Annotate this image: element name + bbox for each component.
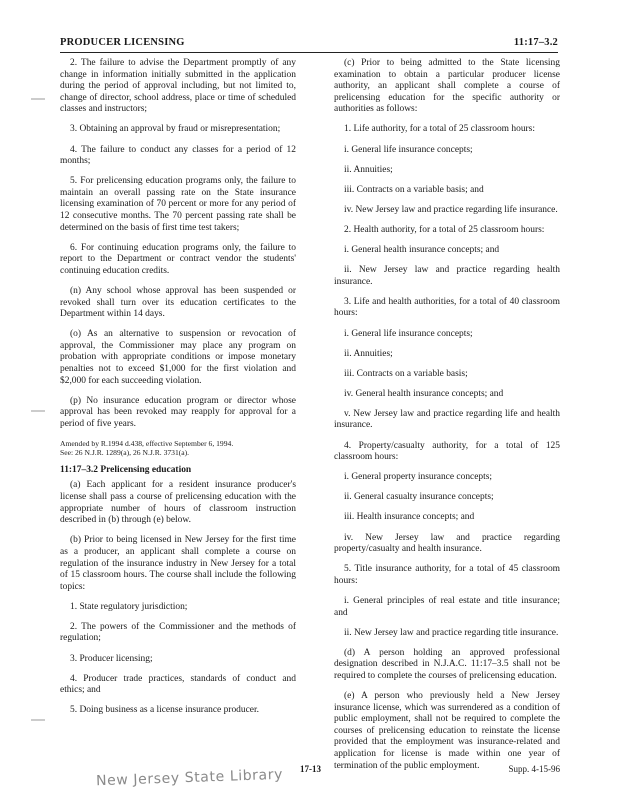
header-title: PRODUCER LICENSING	[60, 37, 185, 48]
header-section-number: 11:17–3.2	[513, 37, 558, 48]
list-item: 1. State regulatory jurisdiction;	[70, 601, 188, 612]
paragraph: (n) Any school whose approval has been suspended or revoked shall turn over its education certificates to the Department within 14 days.	[60, 286, 296, 320]
paragraph: (p) No insurance education program or director whose approval has been revoked may reapply for approval for a period of five years.	[60, 395, 296, 429]
right-column	[334, 58, 560, 781]
sub-item: iv. New Jersey law and practice regarding property/casualty and health insurance.	[334, 532, 560, 555]
list-item: 5. Title insurance authority, for a total of 45 classroom hours:	[334, 564, 560, 586]
sub-item: i. General principles of real estate and title insurance; and	[334, 595, 560, 618]
sub-item: ii. Annuities;	[344, 348, 393, 359]
paragraph: 5. For prelicensing education programs only, the failure to maintain an overall passing rate on the State insurance licensing examination of 70 percent or more for any period of 12 consecutive months. The 70 percent passing rate shall be determined on the basis of first time test takers;	[60, 176, 296, 233]
sub-item: i. General health insurance concepts; and	[344, 245, 500, 256]
paragraph: (a) Each applicant for a resident insurance producer's license shall pass a course of prelicensing education with the appropriate number of hours of classroom instruction described in (b) through (e) below.	[60, 480, 296, 526]
list-item: 5. Doing business as a license insurance producer.	[70, 705, 259, 716]
paragraph: (c) Prior to being admitted to the State licensing examination to obtain a particular producer license authority, an applicant shall complete a course of prelicensing education for the specific authority or authorities as follows:	[334, 58, 560, 115]
list-item: 4. Producer trade practices, standards of conduct and ethics; and	[60, 673, 296, 696]
sub-item: v. New Jersey law and practice regarding life and health insurance.	[334, 408, 560, 431]
sub-item: i. General property insurance concepts;	[344, 472, 493, 483]
paragraph: (o) As an alternative to suspension or revocation of approval, the Commissioner may place any program on probation with appropriate conditions or impose monetary penalties not to exceed $1,000 for the first violation and $2,000 for each succeeding violation.	[60, 329, 296, 386]
header-rule	[60, 52, 558, 53]
sub-item: iv. New Jersey law and practice regarding life insurance.	[344, 204, 558, 215]
running-header	[60, 37, 558, 51]
paragraph: 3. Obtaining an approval by fraud or misrepresentation;	[70, 124, 281, 135]
left-column	[60, 58, 296, 725]
sub-item: ii. Annuities;	[344, 164, 393, 175]
see-note: See: 26 N.J.R. 1289(a), 26 N.J.R. 3731(a).	[60, 448, 190, 458]
paragraph: (b) Prior to being licensed in New Jersey for the first time as a producer, an applicant shall complete a course on regulation of the insurance industry in New Jersey for a total of 15 classroom hours. The course shall include the following topics:	[60, 535, 296, 592]
amended-note: Amended by R.1994 d.438, effective September 6, 1994.	[60, 439, 234, 449]
sub-item: i. General life insurance concepts;	[344, 328, 473, 339]
list-item: 3. Life and health authorities, for a total of 40 classroom hours:	[334, 296, 560, 319]
margin-mark	[30, 409, 46, 413]
sub-item: ii. General casualty insurance concepts;	[344, 492, 494, 503]
supplement-date: Supp. 4-15-96	[508, 764, 560, 774]
list-item: 2. Health authority, for a total of 25 classroom hours:	[344, 224, 545, 235]
paragraph: (d) A person holding an approved professional designation described in N.J.A.C. 11:17–3.5 shall not be required to complete the courses of prelicensing education.	[334, 647, 560, 681]
list-item: 3. Producer licensing;	[70, 653, 153, 664]
list-item: 4. Property/casualty authority, for a total of 125 classroom hours:	[334, 440, 560, 463]
sub-item: ii. New Jersey law and practice regarding health insurance.	[334, 265, 560, 287]
sub-item: iii. Health insurance concepts; and	[344, 512, 475, 523]
page-number: 17-13	[300, 764, 321, 774]
sub-item: iii. Contracts on a variable basis; and	[344, 184, 484, 195]
paragraph: 2. The failure to advise the Department promptly of any change in information initially submitted in the application during the period of approval including, but not limited to, change of director, school address, place or time of scheduled classes and instructors;	[60, 58, 296, 115]
list-item: 2. The powers of the Commissioner and the methods of regulation;	[60, 621, 296, 644]
library-stamp: New Jersey State Library	[95, 766, 284, 790]
history-note	[60, 439, 296, 458]
sub-item: iv. General health insurance concepts; and	[344, 388, 504, 399]
sub-item: ii. New Jersey law and practice regarding title insurance.	[344, 627, 559, 638]
list-item: 1. Life authority, for a total of 25 classroom hours:	[344, 124, 535, 135]
paragraph: 6. For continuing education programs only, the failure to report to the Department or contract vendor the students' continuing education credits.	[60, 242, 296, 276]
margin-mark	[30, 718, 46, 722]
paragraph: 4. The failure to conduct any classes for a period of 12 months;	[60, 144, 296, 167]
margin-mark	[30, 97, 46, 101]
paragraph: (e) A person who previously held a New Jersey insurance license, which was surrendered as a condition of public employment, shall not be required to complete the courses of prelicensing education to reinstate the license provided that the employment was insurance-related and application for license is made within one year of termination of the public employment.	[334, 690, 560, 771]
sub-item: i. General life insurance concepts;	[344, 144, 473, 155]
sub-item: iii. Contracts on a variable basis;	[344, 368, 468, 379]
section-heading: 11:17–3.2 Prelicensing education	[60, 464, 192, 475]
